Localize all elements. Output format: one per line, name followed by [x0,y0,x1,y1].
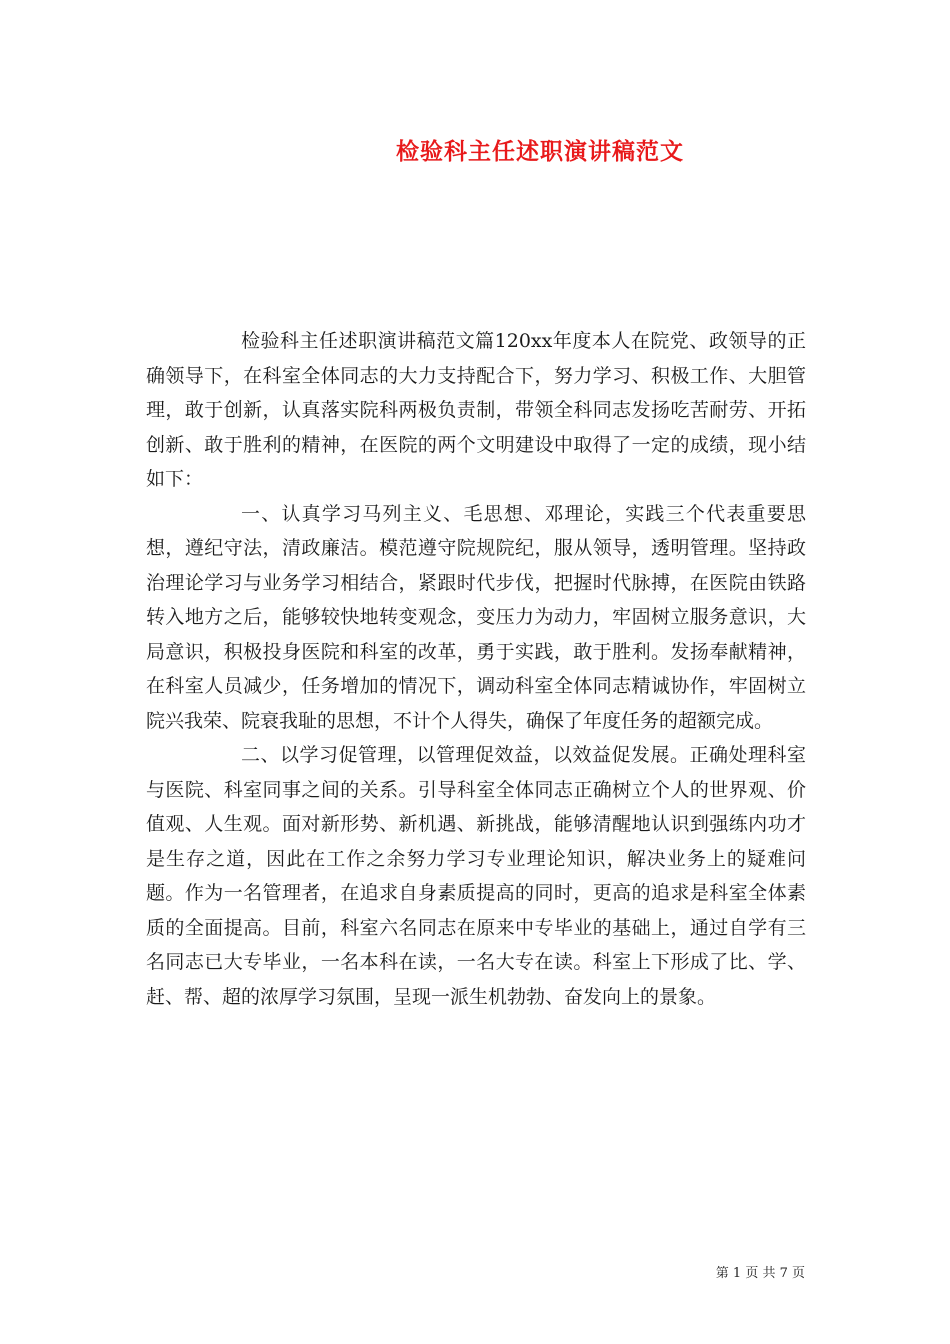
paragraph-section-2: 二、以学习促管理，以管理促效益，以效益促发展。正确处理科室与医院、科室同事之间的关系。引导科室全体同志正确树立个人的世界观、价值观、人生观。面对新形势、新机遇、新挑战，能够清醒地认识到强练内功才是生存之道，因此在工作之余努力学习专业理论知识，解决业务上的疑难问题。作为一名管理者，在追求自身素质提高的同时，更高的追求是科室全体素质的全面提高。目前，科室六名同志在原来中专毕业的基础上，通过自学有三名同志已大专毕业，一名本科在读，一名大专在读。科室上下形成了比、学、赶、帮、超的浓厚学习氛围，呈现一派生机勃勃、奋发向上的景象。 [146,744,806,1008]
page-number-footer: 第 1 页 共 7 页 [715,1266,805,1281]
paragraph-section-1: 一、认真学习马列主义、毛思想、邓理论，实践三个代表重要思想，遵纪守法，清政廉洁。模范遵守院规院纪，服从领导，透明管理。坚持政治理论学习与业务学习相结合，紧跟时代步伐，把握时代脉搏，在医院由铁路转入地方之后，能够较快地转变观念，变压力为动力，牢固树立服务意识，大局意识，积极投身医院和科室的改革，勇于实践，敢于胜利。发扬奉献精神，在科室人员减少，任务增加的情况下，调动科室全体同志精诚协作，牢固树立院兴我荣、院衰我耻的思想，不计个人得失，确保了年度任务的超额完成。 [146,502,806,732]
paragraph-intro: 检验科主任述职演讲稿范文篇120xx年度本人在院党、政领导的正确领导下，在科室全体同志的大力支持配合下，努力学习、积极工作、大胆管理，敢于创新，认真落实院科两极负责制，带领全科同志发扬吃苦耐劳、开拓创新、敢于胜利的精神，在医院的两个文明建设中取得了一定的成绩，现小结如下： [146,330,806,490]
document-body [146,324,806,1014]
document-title: 检验科主任述职演讲稿范文 [396,138,684,165]
